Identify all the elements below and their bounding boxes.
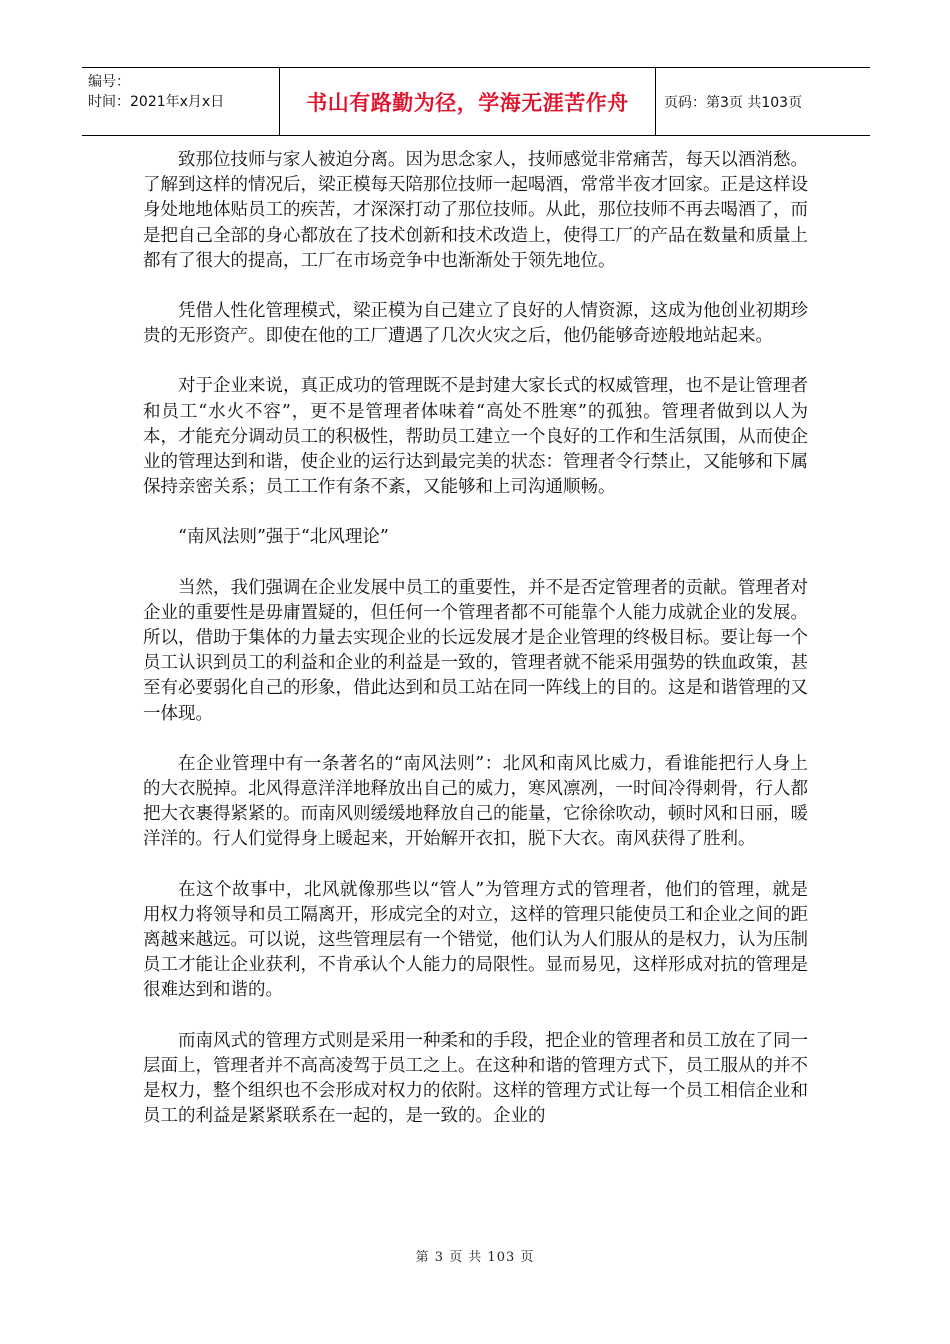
page-header [82,67,870,136]
page-footer: 第 3 页 共 103 页 [415,1250,535,1265]
section-heading: “南风法则”强于“北风理论” [178,527,389,548]
paragraph: 致那位技师与家人被迫分离。因为思念家人，技师感觉非常痛苦，每天以酒消愁。了解到这样的情况后，梁正模每天陪那位技师一起喝酒，常常半夜才回家。正是这样设身处地地体贴员工的疾苦，才深深打动了那位技师。从此，那位技师不再去喝酒了，而是把自己全部的身心都放在了技术创新和技术改造上，使得工厂的产品在数量和质量上都有了很大的提高，工厂在市场竞争中也渐渐处于领先地位。 [143,150,808,271]
number-label: 编号： [88,74,130,90]
paragraph: 在这个故事中，北风就像那些以“管人”为管理方式的管理者，他们的管理，就是用权力将领导和员工隔离开，形成完全的对立，这样的管理只能使员工和企业之间的距离越来越远。可以说，这些管理层有一个错觉，他们认为人们服从的是权力，认为压制员工才能让企业获利，不肯承认个人能力的局限性。显而易见，这样形成对抗的管理是很难达到和谐的。 [143,879,808,1001]
header-motto: 书山有路勤为径，学海无涯苦作舟 [280,68,656,135]
header-meta [82,68,280,135]
paragraph: 当然，我们强调在企业发展中员工的重要性，并不是否定管理者的贡献。管理者对企业的重要性是毋庸置疑的，但任何一个管理者都不可能靠个人能力成就企业的发展。所以，借助于集体的力量去实现企业的长远发展才是企业管理的终极目标。要让每一个员工认识到员工的利益和企业的利益是一致的，管理者就不能采用强势的铁血政策，甚至有必要弱化自己的形象，借此达到和员工站在同一阵线上的目的。这是和谐管理的又一体现。 [143,577,808,724]
paragraph: 对于企业来说，真正成功的管理既不是封建大家长式的权威管理，也不是让管理者和员工“水火不容”，更不是管理者体味着“高处不胜寒”的孤独。管理者做到以人为本，才能充分调动员工的积极性，帮助员工建立一个良好的工作和生活氛围，从而使企业的管理达到和谐，使企业的运行达到最完美的状态：管理者令行禁止，又能够和下属保持亲密关系；员工工作有条不紊，又能够和上司沟通顺畅。 [143,376,808,498]
paragraph: 而南风式的管理方式则是采用一种柔和的手段，把企业的管理者和员工放在了同一层面上，管理者并不高高凌驾于员工之上。在这种和谐的管理方式下，员工服从的并不是权力，整个组织也不会形成对权力的依附。这样的管理方式让每一个员工相信企业和员工的利益是紧紧联系在一起的，是一致的。企业的 [143,1030,808,1127]
document-body [143,148,808,1155]
paragraph: 在企业管理中有一条著名的“南风法则”：北风和南风比威力，看谁能把行人身上的大衣脱掉。北风得意洋洋地释放出自己的威力，寒风凛冽，一时间冷得刺骨，行人都把大衣裹得紧紧的。而南风则缓缓地释放自己的能量，它徐徐吹动，顿时风和日丽，暖洋洋的。行人们觉得身上暖起来，开始解开衣扣，脱下大衣。南风获得了胜利。 [143,753,808,850]
paragraph: 凭借人性化管理模式，梁正模为自己建立了良好的人情资源，这成为他创业初期珍贵的无形资产。即使在他的工厂遭遇了几次火灾之后，他仍能够奇迹般地站起来。 [143,301,808,347]
header-page-info: 页码：第3页 共103页 [664,94,803,111]
time-label: 时间：2021年x月x日 [88,94,225,110]
